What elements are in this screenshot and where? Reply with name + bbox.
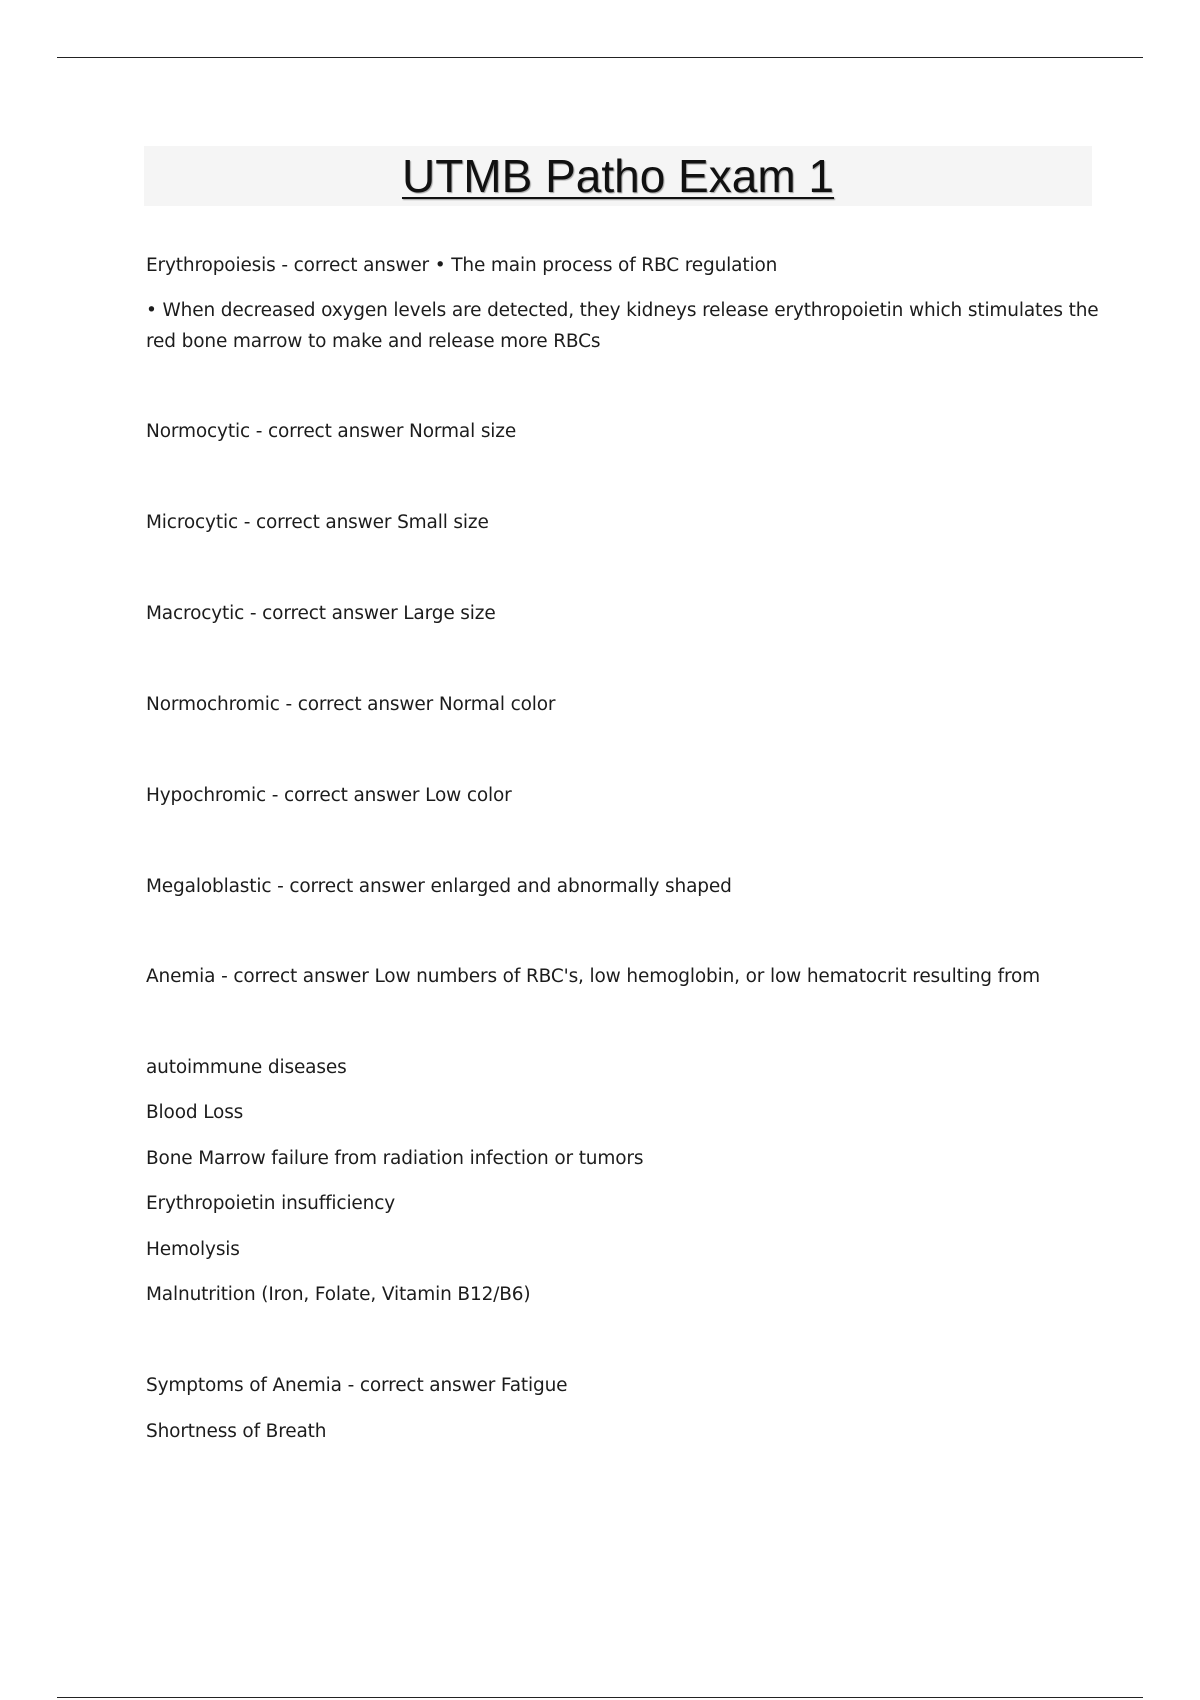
text-line-normochromic: Normochromic - correct answer Normal color — [146, 694, 556, 715]
text-line-erythropoiesis: Erythropoiesis - correct answer • The main process of RBC regulation — [146, 255, 778, 276]
text-line-shortness-breath: Shortness of Breath — [146, 1421, 327, 1442]
text-line-megaloblastic: Megaloblastic - correct answer enlarged and abnormally shaped — [146, 876, 732, 897]
top-rule — [57, 57, 1143, 58]
text-line-epo-insufficiency: Erythropoietin insufficiency — [146, 1193, 396, 1214]
text-line-macrocytic: Macrocytic - correct answer Large size — [146, 603, 496, 624]
text-line-erythropoietin-bullet: • When decreased oxygen levels are detected, they kidneys release erythropoietin which stimulates the red bone marrow to make and release more RBCs — [146, 300, 1099, 352]
text-line-malnutrition: Malnutrition (Iron, Folate, Vitamin B12/B6) — [146, 1284, 531, 1305]
text-line-hemolysis: Hemolysis — [146, 1239, 240, 1260]
page-title: UTMB Patho Exam 1 — [401, 150, 835, 202]
text-line-blood-loss: Blood Loss — [146, 1102, 244, 1123]
text-line-anemia: Anemia - correct answer Low numbers of RBC's, low hemoglobin, or low hematocrit resulting from — [146, 966, 1041, 987]
title-band — [144, 146, 1092, 206]
text-line-normocytic: Normocytic - correct answer Normal size — [146, 421, 517, 442]
text-line-bone-marrow: Bone Marrow failure from radiation infection or tumors — [146, 1148, 644, 1169]
text-line-symptoms-anemia: Symptoms of Anemia - correct answer Fatigue — [146, 1375, 568, 1396]
bottom-rule — [57, 1697, 1143, 1698]
text-line-autoimmune: autoimmune diseases — [146, 1057, 347, 1078]
text-line-microcytic: Microcytic - correct answer Small size — [146, 512, 489, 533]
text-line-hypochromic: Hypochromic - correct answer Low color — [146, 785, 512, 806]
